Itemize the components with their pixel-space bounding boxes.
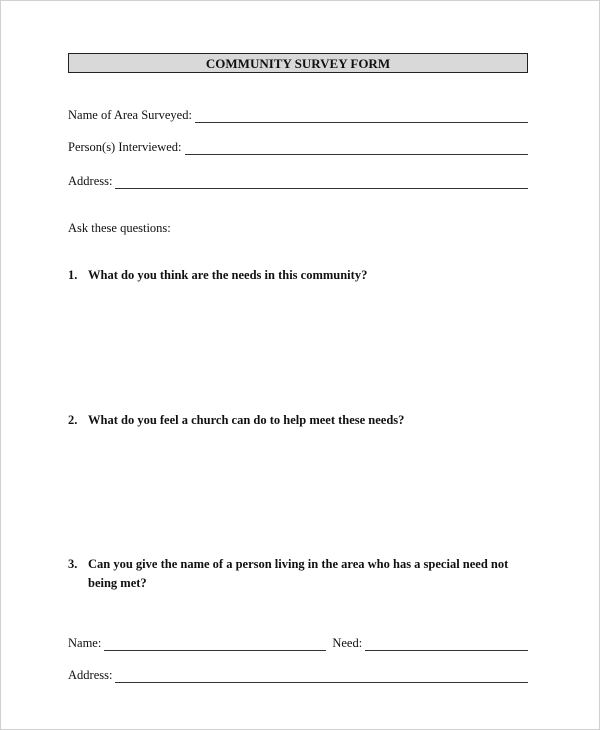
- question-3: [68, 555, 528, 593]
- area-surveyed-row: [68, 107, 528, 123]
- footer-address-line[interactable]: [115, 670, 528, 683]
- question-3-text: Can you give the name of a person living in the area who has a special need not being met?: [88, 557, 509, 590]
- form-title: COMMUNITY SURVEY FORM: [68, 53, 528, 73]
- footer-address-row: [68, 667, 528, 683]
- question-1-number: 1.: [68, 268, 78, 282]
- question-1: [68, 266, 528, 285]
- question-3-number: 3.: [68, 557, 78, 571]
- instruction-text: Ask these questions:: [68, 221, 171, 235]
- question-2-number: 2.: [68, 413, 78, 427]
- address-row: [68, 173, 528, 189]
- area-surveyed-line[interactable]: [195, 110, 528, 123]
- question-2-text: What do you feel a church can do to help meet these needs?: [88, 413, 405, 427]
- name-need-row: [68, 635, 528, 651]
- question-1-text: What do you think are the needs in this community?: [88, 268, 368, 282]
- address-label: Address:: [68, 174, 113, 188]
- persons-interviewed-label: Person(s) Interviewed:: [68, 140, 182, 154]
- question-2: [68, 411, 528, 430]
- footer-address-label: Address:: [68, 668, 113, 682]
- footer-name-line[interactable]: [104, 638, 326, 651]
- footer-need-line[interactable]: [365, 638, 528, 651]
- persons-interviewed-row: [68, 139, 528, 155]
- area-surveyed-label: Name of Area Surveyed:: [68, 108, 192, 122]
- persons-interviewed-line[interactable]: [185, 142, 528, 155]
- address-line[interactable]: [115, 176, 528, 189]
- footer-name-label: Name:: [68, 636, 102, 650]
- footer-need-label: Need:: [332, 636, 363, 650]
